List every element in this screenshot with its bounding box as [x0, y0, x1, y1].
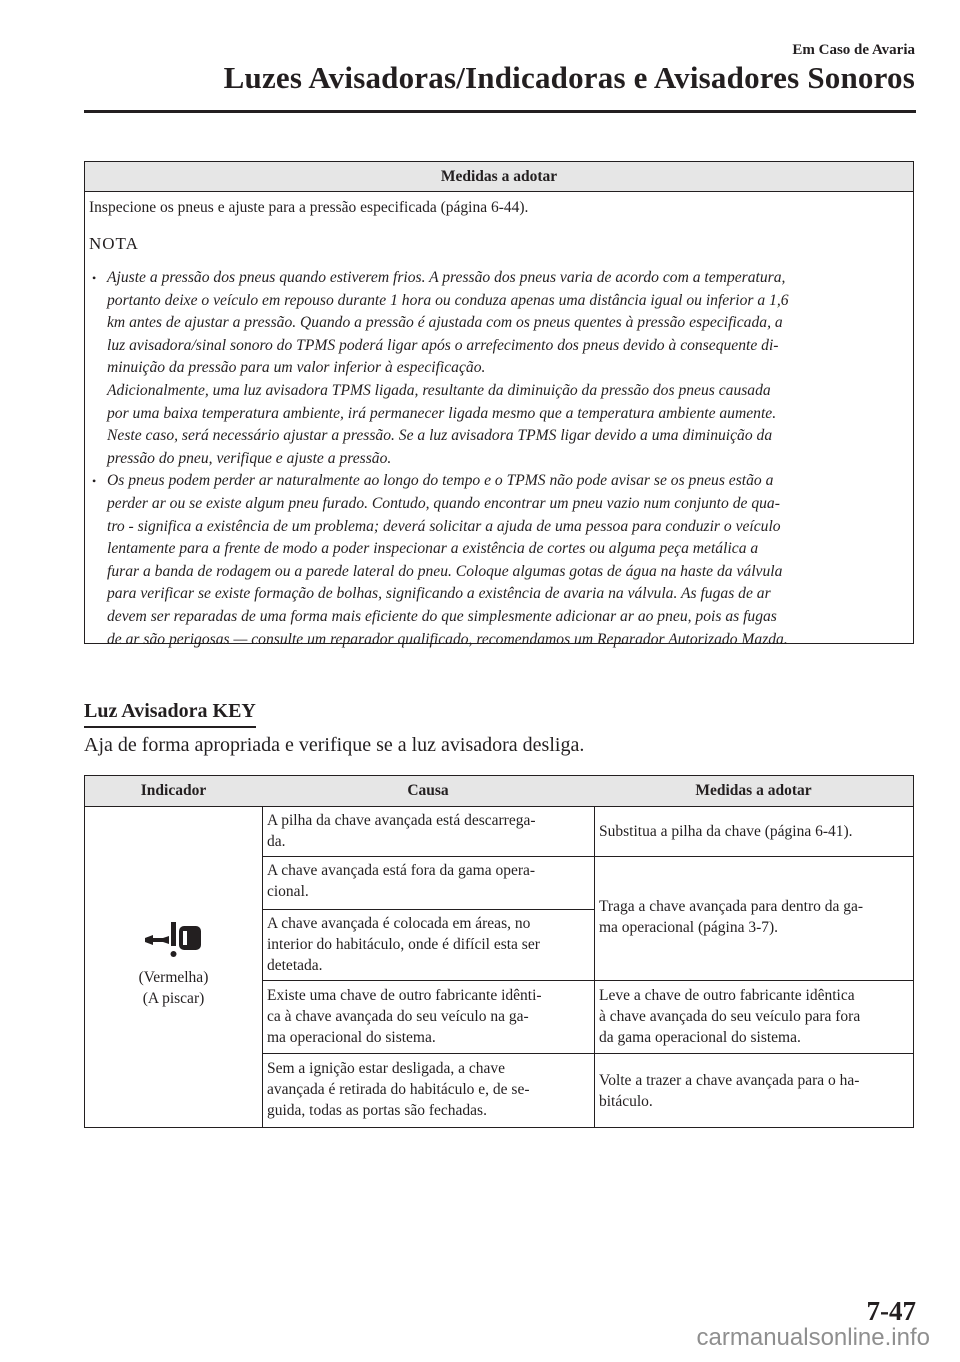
action-cell: Substitua a pilha da chave (página 6-41).: [599, 823, 853, 840]
action-cell: Traga a chave avançada para dentro da ga- ma operacional (página 3-7).: [599, 898, 864, 936]
header-rule: [84, 110, 916, 113]
watermark: carmanualsonline.info: [696, 1324, 930, 1351]
chapter-label: Em Caso de Avaria: [792, 42, 915, 58]
action-cell: Leve a chave de outro fabricante idêntica à chave avançada do seu veículo para fora da gama operacional do sistema.: [599, 987, 861, 1046]
bullet-icon: •: [92, 474, 97, 489]
key-section-title: Luz Avisadora KEY: [84, 700, 256, 728]
row-divider: [262, 980, 913, 981]
note-line: pressão do pneu, verifique e ajuste a pressão.: [107, 449, 392, 467]
tpms-measures-box: [84, 161, 914, 648]
cause-cell: Sem a ignição estar desligada, a chave avançada é retirada do habitáculo e, de se- guida, todas as portas são fechadas.: [267, 1060, 530, 1119]
key-section-intro: Aja de forma apropriada e verifique se a luz avisadora desliga.: [84, 734, 585, 756]
note-line: furar a banda de rodagem ou a parede lateral do pneu. Coloque algumas gotas de água na haste da válvula: [107, 562, 783, 580]
cause-cell: A pilha da chave avançada está descarrega- da.: [267, 812, 536, 850]
action-cell: Volte a trazer a chave avançada para o ha- bitáculo.: [599, 1072, 860, 1110]
note-line: tro - significa a existência de um problema; deverá solicitar a ajuda de uma pessoa para conduzir o veículo: [107, 517, 781, 535]
nota-label: NOTA: [89, 234, 139, 253]
note-line: perder ar ou se existe algum pneu furado. Contudo, quando encontrar um pneu vazio num conjunto de qua-: [107, 494, 780, 512]
header-medidas: Medidas a adotar: [695, 782, 812, 799]
cause-cell: A chave avançada está fora da gama opera- cional.: [267, 862, 536, 900]
key-warning-icon: [145, 916, 205, 966]
bullet-icon: •: [92, 271, 97, 285]
column-divider: [262, 807, 263, 1127]
header-indicador: Indicador: [140, 782, 207, 799]
note-line: Neste caso, será necessário ajustar a pressão. Se a luz avisadora TPMS ligar devido a uma diminuição da: [107, 427, 773, 445]
note-line: • Os pneus podem perder ar naturalmente ao longo do tempo e o TPMS não pode avisar se os pneus estão a: [89, 470, 789, 493]
page-number: 7-47: [866, 1296, 916, 1326]
column-divider: [594, 807, 595, 1127]
tpms-instruction: Inspecione os pneus e ajuste para a pressão especificada (página 6-44).: [89, 199, 529, 216]
header-causa: Causa: [407, 782, 449, 799]
row-divider: [262, 856, 913, 857]
note-line: por uma baixa temperatura ambiente, irá permanecer ligada mesmo que a temperatura ambiente aumente.: [107, 404, 777, 422]
table-header-row: [85, 776, 913, 807]
note-line: km antes de ajustar a pressão. Quando a pressão é ajustada com os pneus quentes à pressão especificada, a: [107, 314, 783, 332]
cause-cell: A chave avançada é colocada em áreas, no interior do habitáculo, onde é difícil esta ser detetada.: [267, 915, 540, 974]
tpms-box-heading: Medidas a adotar: [85, 162, 913, 192]
note-line: de ar são perigosas — consulte um reparador qualificado, recomendamos um Reparador Autorizado Mazda.: [107, 630, 788, 648]
note-line: • Ajuste a pressão dos pneus quando estiverem frios. A pressão dos pneus varia de acordo com a temperatura,: [89, 267, 789, 290]
indicator-color-label: (Vermelha): [138, 969, 209, 986]
indicator-state-label: (A piscar): [142, 990, 205, 1007]
section-title: Luzes Avisadoras/Indicadoras e Avisadores Sonoros: [223, 60, 915, 95]
row-divider: [262, 1053, 913, 1054]
note-text: [89, 267, 789, 651]
note-line: portanto deixe o veículo em repouso durante 1 hora ou conduza apenas uma distância igual ou inferior a 1,6: [107, 291, 789, 309]
note-line: lentamente para a frente de modo a poder inspecionar a existência de cortes ou alguma peça metálica a: [107, 540, 759, 558]
note-line: para verificar se existe formação de bolhas, significando a existência de avaria na válvula. As fugas de ar: [107, 585, 771, 603]
indicator-cell: [85, 807, 262, 1128]
row-divider: [262, 909, 594, 910]
note-line: minuição da pressão para um valor inferior à especificação.: [107, 359, 486, 377]
key-warning-table: [84, 775, 914, 1128]
note-line: Adicionalmente, uma luz avisadora TPMS ligada, resultante da diminuição da pressão dos pneus causada: [107, 381, 771, 399]
cause-cell: Existe uma chave de outro fabricante idênti- ca à chave avançada do seu veículo na ga- ma operacional do sistema.: [267, 987, 542, 1046]
note-line: devem ser reparadas de uma forma mais eficiente do que simplesmente adicionar ar ao pneu, pois as fugas: [107, 607, 777, 625]
note-line: luz avisadora/sinal sonoro do TPMS poderá ligar após o arrefecimento dos pneus devido à consequente di-: [107, 336, 779, 354]
